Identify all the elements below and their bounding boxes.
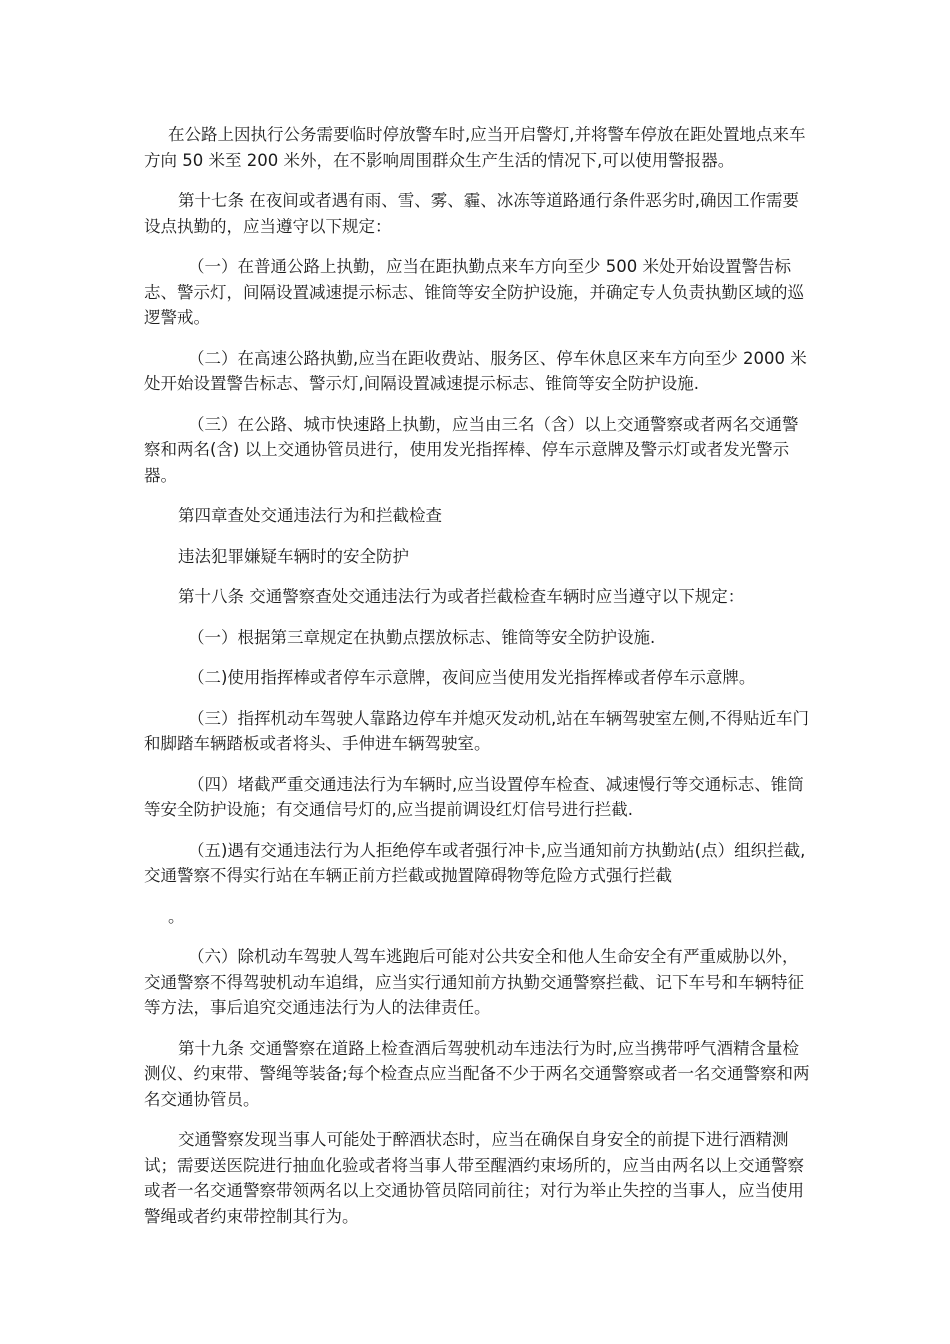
article-18-item-3: （三）指挥机动车驾驶人靠路边停车并熄灭发动机,站在车辆驾驶室左侧,不得贴近车门和脚踏车辆踏板或者将头、手伸进车辆驾驶室。 — [144, 708, 809, 753]
article-17-item-2: （二）在高速公路执勤,应当在距收费站、服务区、停车休息区来车方向至少 2000 米处开始设置警告标志、警示灯,间隔设置减速提示标志、锥筒等安全防护设施. — [144, 348, 807, 393]
chapter-4-heading: 第四章查处交通违法行为和拦截检查 — [178, 506, 442, 525]
article-18-item-6: （六）除机动车驾驶人驾车逃跑后可能对公共安全和他人生命安全有严重威胁以外，交通警察不得驾驶机动车追缉，应当实行通知前方执勤交通警察拦截、记下车号和车辆特征等方法，事后追究交通违法行为人的法律责任。 — [144, 947, 804, 1017]
article-19: 第十九条 交通警察在道路上检查酒后驾驶机动车违法行为时,应当携带呼气酒精含量检测仪、约束带、警绳等装备;每个检查点应当配备不少于两名交通警察或者一名交通警察和两名交通协管员。 — [144, 1038, 810, 1109]
article-18: 第十八条 交通警察查处交通违法行为或者拦截检查车辆时应当遵守以下规定： — [178, 587, 745, 606]
article-17-item-1: （一）在普通公路上执勤，应当在距执勤点来车方向至少 500 米处开始设置警告标志、警示灯，间隔设置减速提示标志、锥筒等安全防护设施，并确定专人负责执勤区域的巡逻警戒。 — [144, 257, 804, 327]
article-18-item-5: （五)遇有交通违法行为人拒绝停车或者强行冲卡,应当通知前方执勤站(点）组织拦截,交通警察不得实行站在车辆正前方拦截或抛置障碍物等危险方式强行拦截 — [144, 840, 806, 885]
trailing-period: 。 — [168, 906, 185, 926]
article-18-item-2: （二)使用指挥棒或者停车示意牌，夜间应当使用发光指挥棒或者停车示意牌。 — [188, 668, 756, 687]
article-18-item-1: （一）根据第三章规定在执勤点摆放标志、锥筒等安全防护设施. — [188, 627, 656, 647]
article-17-item-3: （三）在公路、城市快速路上执勤，应当由三名（含）以上交通警察或者两名交通警察和两名(含) 以上交通协管员进行，使用发光指挥棒、停车示意牌及警示灯或者发光警示器。 — [144, 414, 799, 485]
article-17: 第十七条 在夜间或者遇有雨、雪、雾、霾、冰冻等道路通行条件恶劣时,确因工作需要设点执勤的，应当遵守以下规定： — [144, 191, 799, 236]
chapter-4-subheading: 违法犯罪嫌疑车辆时的安全防护 — [178, 546, 409, 566]
document-body — [144, 122, 810, 1244]
article-19-paragraph-2: 交通警察发现当事人可能处于醉酒状态时，应当在确保自身安全的前提下进行酒精测试；需要送医院进行抽血化验或者将当事人带至醒酒约束场所的，应当由两名以上交通警察或者一名交通警察带领两名以上交通协管员陪同前往；对行为举止失控的当事人，应当使用警绳或者约束带控制其行为。 — [144, 1130, 804, 1226]
paragraph-police-car-parking: 在公路上因执行公务需要临时停放警车时,应当开启警灯,并将警车停放在距处置地点来车方向 50 米至 200 米外，在不影响周围群众生产生活的情况下,可以使用警报器。 — [144, 125, 806, 170]
article-18-item-4: （四）堵截严重交通违法行为车辆时,应当设置停车检查、减速慢行等交通标志、锥筒等安全防护设施；有交通信号灯的,应当提前调设红灯信号进行拦截. — [144, 774, 804, 819]
